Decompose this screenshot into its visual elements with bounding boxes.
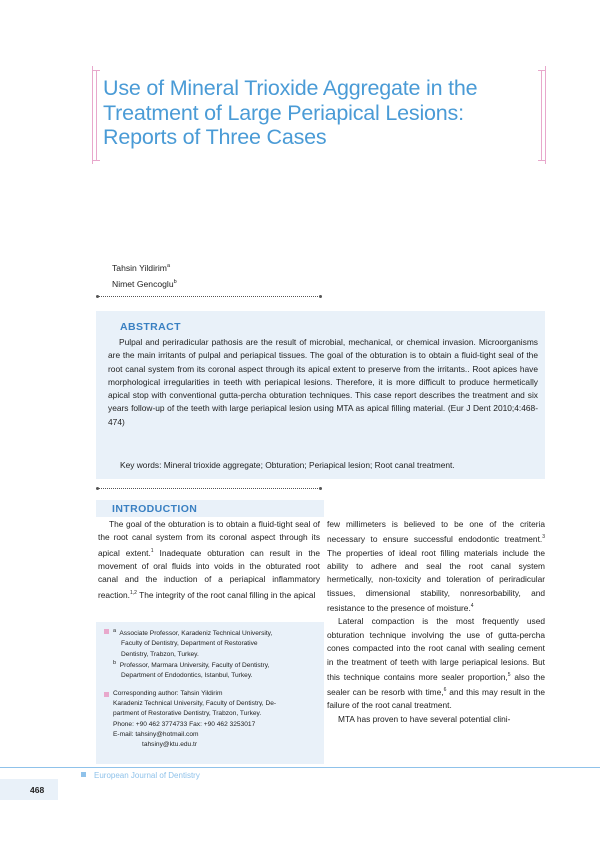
bullet-square — [104, 629, 109, 634]
author-list — [112, 259, 177, 291]
paragraph: Lateral compaction is the most frequently used obturation technique involving the use of gutta-percha cones compacted into the root canal with sealing cement in the treatment of teeth with large periapical lesions. But this technique contains more sealer proportion,$^5$ also the sealer can be resorb with time,$^6$ and this may result in the failure of the root canal treatment. — [327, 616, 546, 711]
divider — [98, 296, 320, 297]
divider-end — [319, 295, 322, 298]
email-link[interactable]: tahsiny@ktu.edu.tr — [142, 741, 198, 749]
author: Tahsin Yildirim$^a$ — [112, 262, 170, 273]
left-column — [98, 518, 320, 602]
title-frame-tick — [538, 70, 546, 71]
abstract-heading: ABSTRACT — [120, 321, 181, 333]
title-line: Treatment of Large Periapical Lesions: — [103, 100, 464, 125]
corresponding-author: Corresponding author: Tahsin Yildirim Karadeniz Technical University, Faculty of Dentistry, De- partment of Restorative Dentistry, Trabzon, Turkey. Phone: +90 462 3774733 Fax: +90 462 3253017 E-mail: tahsiny@hotmail.com tahsiny@ktu.edu.tr — [113, 689, 318, 750]
page-number: 468 — [30, 785, 45, 795]
title-frame-left-inner — [96, 70, 97, 160]
title-frame-left — [92, 66, 93, 164]
footer-rule — [0, 767, 600, 768]
paragraph: few millimeters is believed to be one of the criteria necessary to ensure successful endodontic treatment.$^3$ The properties of ideal root filling materials include the ability to adhere and seal the root canal system hermetically, non-toxicity and toleration of periradicular tissues, dimensional stability, nonresorbability, and resistance to the presence of moisture.$^4$ — [327, 519, 545, 613]
bullet-square — [104, 692, 109, 697]
email-link[interactable]: E-mail: tahsiny@hotmail.com — [113, 730, 199, 738]
divider-end — [96, 487, 99, 490]
journal-name: European Journal of Dentistry — [94, 771, 200, 780]
divider-end — [96, 295, 99, 298]
title-frame-right — [545, 66, 546, 164]
affiliation-a: $^a$ Associate Professor, Karadeniz Technical University, Faculty of Dentistry, Department of Restorative Dentistry, Trabzon, Turkey. — [113, 628, 273, 658]
affiliation-b: $^b$ Professor, Marmara University, Faculty of Dentistry, Department of Endodontics, Istanbul, Turkey. — [113, 660, 270, 680]
title-frame-tick — [92, 160, 100, 161]
right-column — [327, 518, 545, 726]
divider-end — [319, 487, 322, 490]
paragraph: MTA has proven to have several potential clini- — [338, 713, 511, 724]
title-frame-tick — [538, 160, 546, 161]
page-number-box — [0, 779, 58, 800]
introduction-heading: INTRODUCTION — [112, 503, 198, 515]
divider — [98, 488, 320, 489]
title-line: Reports of Three Cases — [103, 125, 327, 149]
paragraph: The goal of the obturation is to obtain a fluid-tight seal of the root canal system from its coronal aspect through its apical extent.$^1$ Inadequate obturation can result in the movement of oral fluids into voids in the obturated root canal and the induction of a periapical inflammatory reaction.$^{1,2}$ The integrity of the root canal filling in the apical — [98, 519, 321, 600]
abstract-text — [108, 336, 538, 429]
title-line: Use of Mineral Trioxide Aggregate in the — [103, 76, 478, 100]
abstract-paragraph: Pulpal and periradicular pathosis are the result of microbial, mechanical, or chemical invasion. Microorganisms are the main irritants of pulpal and periapical tissues. The goal of the obturation is to obtain a fluid-tight seal of the root canal system from its coronal aspect through its apical extent to preserve from the irritants.. Root apices have morphological irregularities in teeth with periapical lesions. Therefore, it is more difficult to produce hermetically apical stop with conventional gutta-percha obturation techniques. This case report describes the treatment and six years follow-up of the teeth with large periapical lesion using MTA as apical filling material. (Eur J Dent 2010;4:468-474) — [108, 337, 538, 427]
paper-title — [103, 76, 543, 150]
author: Nimet Gencoglu$^b$ — [112, 278, 177, 289]
keywords: Key words: Mineral trioxide aggregate; Obturation; Periapical lesion; Root canal treatment. — [120, 460, 455, 470]
title-frame-tick — [92, 70, 100, 71]
footer-square — [81, 772, 86, 777]
